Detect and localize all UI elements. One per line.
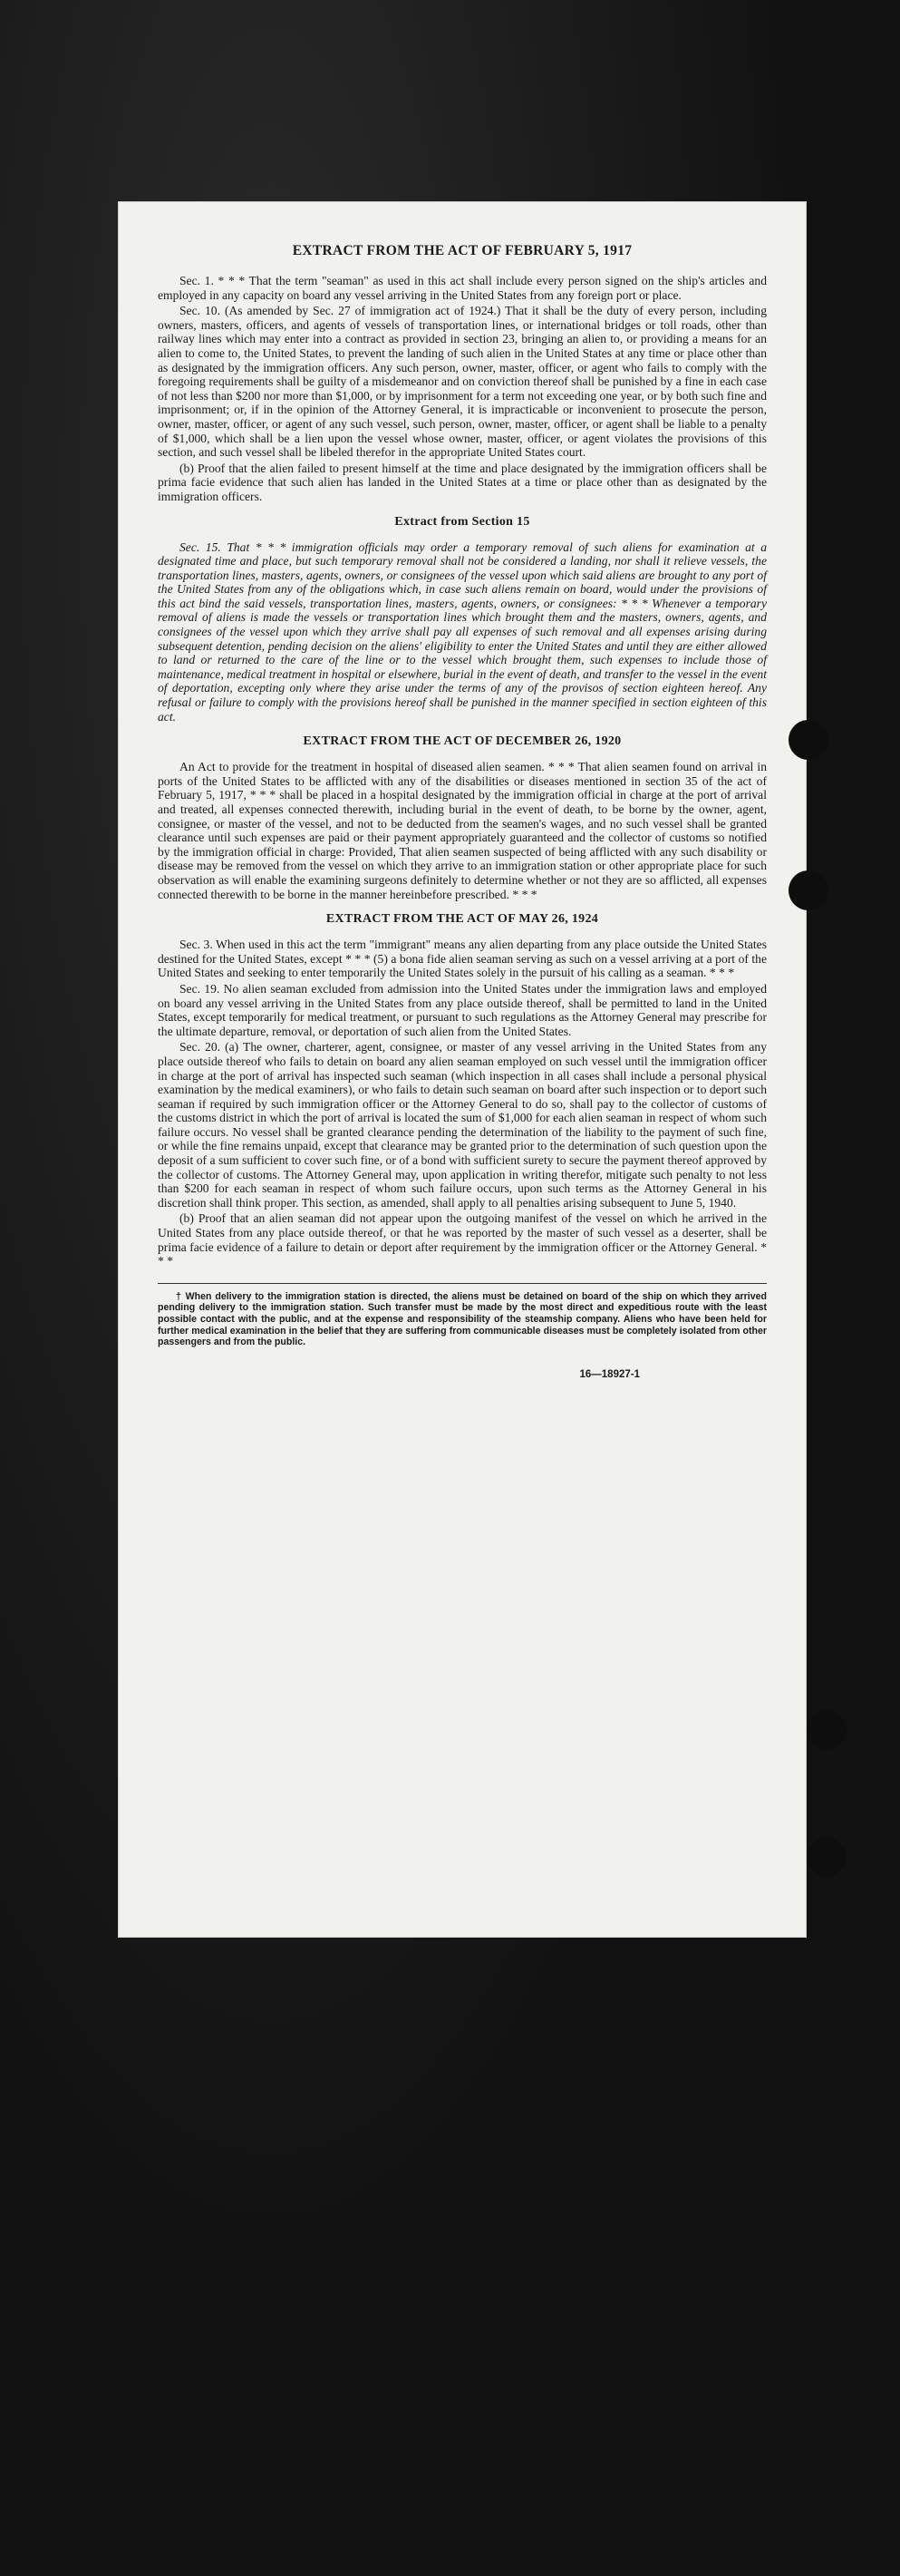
punch-hole xyxy=(789,720,828,760)
document-page xyxy=(118,201,807,1938)
paragraph-sec-15: Sec. 15. That * * * immigration officials may order a temporary removal of such aliens for examination at a designated time and place, but such temporary removal shall not be considered a landing, nor shall it relieve vessels, the transportation lines, masters, agents, owners, or consignees of the vessel upon which said aliens are brought to any port of the United States from any of the obligations which, in case such aliens remain on board, would under the provisions of this act bind the said vessels, transportation lines, masters, agents, owners, or consignees: * * * Whenever a temporary removal of aliens is made the vessels or transportation lines which brought them and the masters, owners, agents, and consignees of the vessel upon which they arrive shall pay all expenses of such removal and all expenses arising during subsequent detention, pending decision on the aliens' eligibility to enter the United States and until they are either allowed to land or returned to the care of the line or to the vessel which brought them, such expenses to include those of maintenance, medical treatment in hospital or elsewhere, burial in the event of death, and transfer to the vessel in the event of deportation, excepting only where they arise under the terms of any of the provisos of section eighteen hereof. Any refusal or failure to comply with the provisions hereof shall be punished in the manner specified in section eighteen of this act. xyxy=(158,540,767,724)
footnote-divider xyxy=(158,1283,767,1284)
paragraph-sec-20-b: (b) Proof that an alien seaman did not appear upon the outgoing manifest of the vessel on which he arrived in the United States from any place outside thereof, or that he was reported by the master of such vessel as a deserter, shall be prima facie evidence of a failure to detain or deport after requirement by the immigration officer or the Attorney General. * * * xyxy=(158,1211,767,1269)
paragraph-sec-20-a: Sec. 20. (a) The owner, charterer, agent, consignee, or master of any vessel arriving in the United States from any place outside thereof who fails to detain on board any alien seaman employed on such vessel until the immigration officer in charge at the port of arrival has inspected such seaman (which inspection in all cases shall include a personal physical examination by the medical examiners), or who fails to detain such seaman on board after such inspection or to deport such seaman if required by such immigration officer or the Attorney General to do so, shall pay to the collector of customs of the customs district in which the port of arrival is located the sum of $1,000 for each alien seaman in respect of whom such failure occurs. No vessel shall be granted clearance pending the determination of the liability to the payment of such fine, or while the fine remains unpaid, except that clearance may be granted prior to the determination of such question upon the deposit of a sum sufficient to cover such fine, or of a bond with sufficient surety to secure the payment thereof approved by the collector of customs. The Attorney General may, upon application in writing therefor, mitigate such penalty to not less than $200 for each seaman in respect of whom such failure occurs, upon such terms as the Attorney General in his discretion shall think proper. This section, as amended, shall apply to all penalties arising subsequent to June 5, 1940. xyxy=(158,1040,767,1210)
punch-hole xyxy=(807,1710,847,1750)
punch-hole xyxy=(789,870,828,910)
footnote: † When delivery to the immigration station is directed, the aliens must be detained on board of the ship on which they arrived pending delivery to the immigration station. Such transfer must be made by the most direct and expeditious route with the least possible contact with the public, and at the expense and responsibility of the steamship company. Aliens who have been held for further medical examination in the belief that they are suffering from communicable diseases must be completely isolated from other passengers and from the public. xyxy=(158,1290,767,1348)
paragraph-sec-1: Sec. 1. * * * That the term "seaman" as used in this act shall include every person signed on the ship's articles and employed in any capacity on board any vessel arriving in the United States from any foreign port or place. xyxy=(158,274,767,302)
form-number: 16—18927-1 xyxy=(579,1368,640,1380)
paragraph-sec-19: Sec. 19. No alien seaman excluded from admission into the United States under the immigration laws and employed on board any vessel arriving in the United States from any place outside thereof, shall be permitted to land in the United States, except temporarily for medical treatment, or pursuant to such regulations as the Attorney General may prescribe for the ultimate departure, removal, or deportation of such alien from the United States. xyxy=(158,981,767,1038)
heading-act-1917: EXTRACT FROM THE ACT OF FEBRUARY 5, 1917 xyxy=(292,243,633,258)
heading-act-1920: EXTRACT FROM THE ACT OF DECEMBER 26, 1920 xyxy=(303,734,622,749)
section-act-1924 xyxy=(158,910,767,1269)
section-act-1920 xyxy=(158,733,767,901)
heading-act-1924: EXTRACT FROM THE ACT OF MAY 26, 1924 xyxy=(325,912,599,927)
paragraph-act-1920: An Act to provide for the treatment in hospital of diseased alien seamen. * * * That alien seamen found on arrival in ports of the United States to be afflicted with any of the disabilities or diseases mentioned in section 35 of the act of February 5, 1917, * * * shall be placed in a hospital designated by the immigration official in charge at the port of arrival and treated, all expenses connected therewith, including burial in the event of death, to be borne by the owner, agent, consignee, or master of the vessel, and not to be deducted from the seamen's wages, and no such vessel shall be granted clearance until such expenses are paid or their payment appropriately guaranteed and the collector of customs so notified by the immigration official in charge: Provided, That alien seamen suspected of being afflicted with any such disability or disease may be removed from the vessel on which they arrive to an immigration station or other appropriate place for such observation as will enable the examining surgeons definitely to determine whether or not they are so afflicted, all expenses connected therewith to be borne in the manner hereinbefore prescribed. * * * xyxy=(158,760,767,901)
section-extract-15 xyxy=(158,513,767,724)
paragraph-sec-10: Sec. 10. (As amended by Sec. 27 of immigration act of 1924.) That it shall be the duty of every person, including owners, masters, officers, and agents of vessels of transportation lines, or international bridges or toll roads, other than railway lines which may enter into a contract as provided in section 23, bringing an alien to, or providing a means for an alien to come to, the United States, to prevent the landing of such alien in the United States at any time or place other than as designated by the immigration officers. Any such person, owner, master, officer, or agent who fails to comply with the foregoing requirements shall be guilty of a misdemeanor and on conviction thereof shall be punished by a fine in each case of not less than $200 nor more than $1,000, or by imprisonment for a term not exceeding one year, or by both such fine and imprisonment; or, if in the opinion of the Attorney General, it is impracticable or inconvenient to prosecute the person, owner, master, officer, or agent of any such vessel, such person, owner, master, officer, or agent shall be liable to a penalty of $1,000, which shall be a lien upon the vessel whose owner, master, officer, or agent violates the provisions of this section, and such vessel shall be libeled therefor in the appropriate United States court. xyxy=(158,304,767,460)
punch-hole xyxy=(807,1837,847,1877)
section-act-1917 xyxy=(158,241,767,504)
heading-extract-section-15: Extract from Section 15 xyxy=(394,514,530,529)
paragraph-sec-10-b: (b) Proof that the alien failed to present himself at the time and place designated by the immigration officers shall be prima facie evidence that such alien has landed in the United States at a time or place other than as designated by the immigration officers. xyxy=(158,461,767,503)
paragraph-sec-3: Sec. 3. When used in this act the term "immigrant" means any alien departing from any place outside the United States destined for the United States, except * * * (5) a bona fide alien seaman serving as such on a vessel arriving at a port of the United States and seeking to enter temporarily the United States solely in the pursuit of his calling as a seaman. * * * xyxy=(158,938,767,980)
